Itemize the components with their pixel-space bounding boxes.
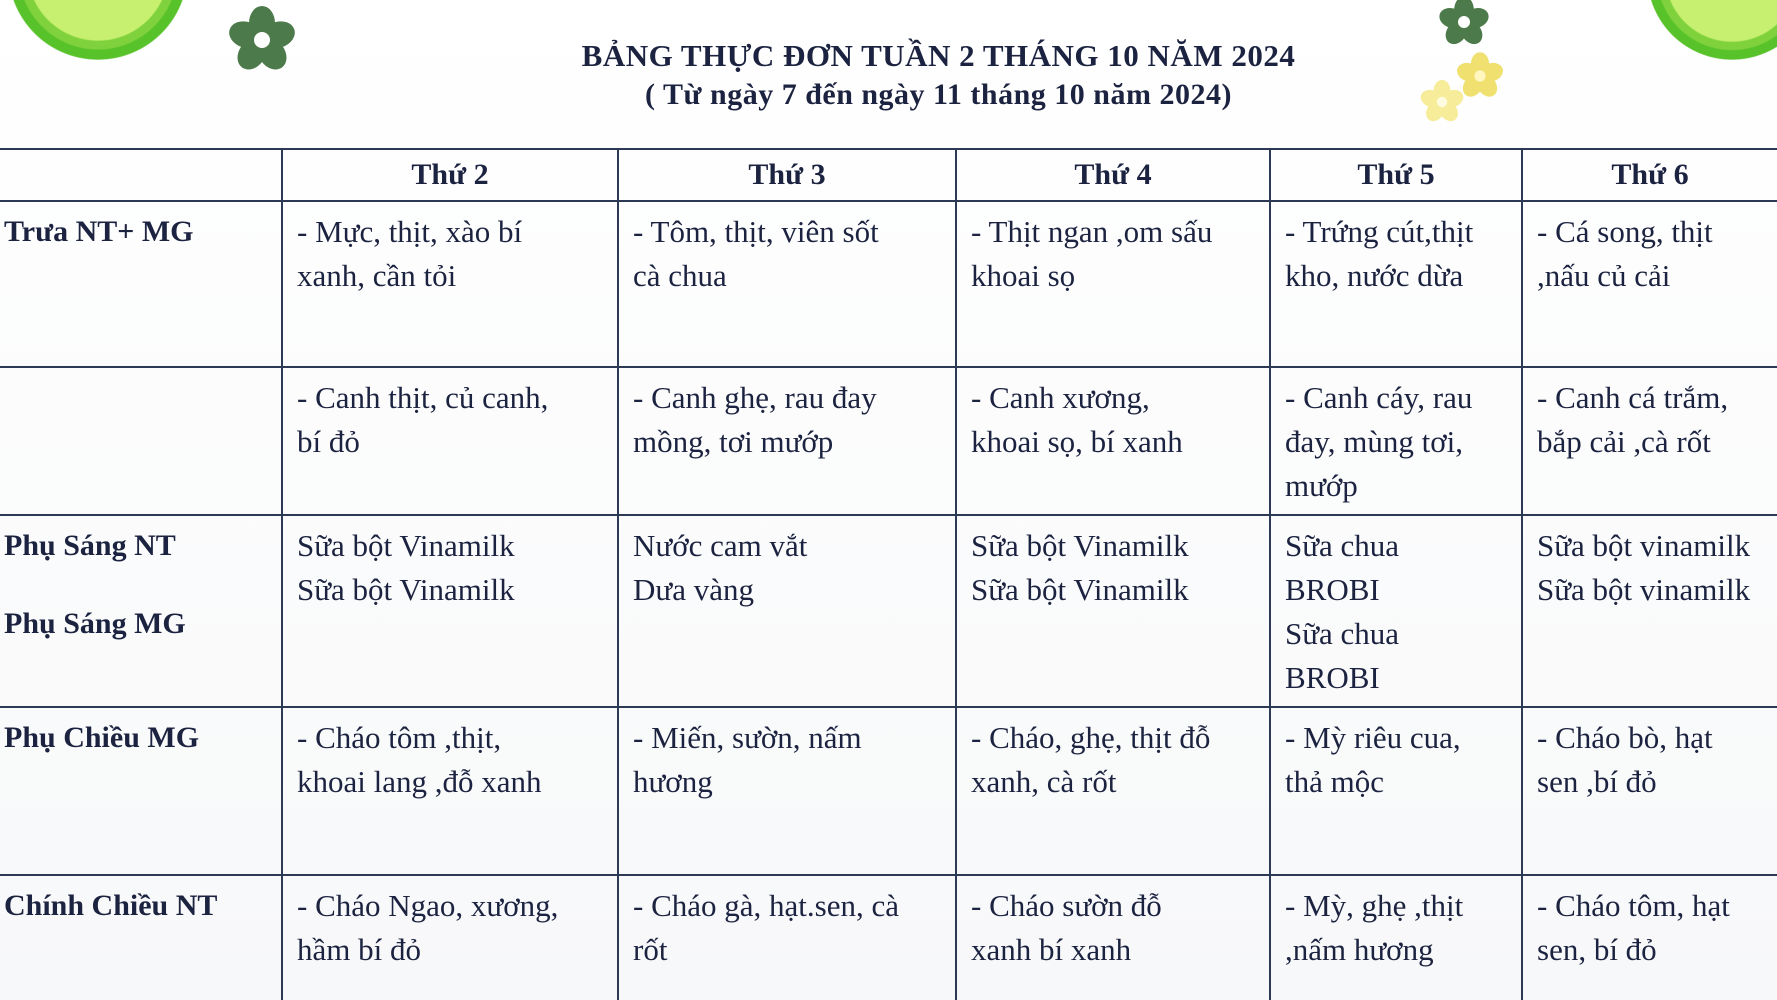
dish-line: hương (633, 764, 713, 799)
table-header-row (0, 149, 1777, 201)
menu-cell (282, 875, 618, 1000)
menu-cell (956, 201, 1270, 367)
dish-line: - Cá song, thịt (1537, 214, 1713, 249)
dish-line: xanh bí xanh (971, 932, 1132, 967)
dish-line: bắp cải ,cà rốt (1537, 424, 1711, 459)
column-header: Thứ 6 (1522, 149, 1777, 201)
row-label (0, 515, 282, 707)
dish-line: mồng, tơi mướp (633, 424, 834, 459)
menu-cell (1270, 875, 1522, 1000)
page-title: BẢNG THỰC ĐƠN TUẦN 2 THÁNG 10 NĂM 2024 (581, 38, 1296, 73)
dish-line: Sữa chua (1285, 616, 1400, 651)
menu-cell (1522, 875, 1777, 1000)
menu-table (0, 148, 1777, 1000)
dish-line: Dưa vàng (633, 572, 754, 607)
dish-line: - Thịt ngan ,om sấu (971, 214, 1213, 249)
row-label-text: Phụ Sáng NT (4, 529, 176, 562)
dish-line: Sữa bột Vinamilk (297, 528, 515, 563)
dish-line: Sữa bột vinamilk (1537, 572, 1751, 607)
menu-cell (1270, 367, 1522, 515)
dish-line: - Canh ghẹ, rau đay (633, 380, 877, 415)
dish-line: - Cháo Ngao, xương, (297, 888, 559, 923)
dish-line: sen, bí đỏ (1537, 932, 1657, 967)
dish-line: sen ,bí đỏ (1537, 764, 1657, 799)
menu-cell (282, 515, 618, 707)
table-row (0, 201, 1777, 367)
dish-line: - Canh cá trắm, (1537, 380, 1729, 415)
table-row (0, 875, 1777, 1000)
dish-line: - Cháo gà, hạt.sen, cà (633, 888, 899, 923)
dish-line: Sữa bột Vinamilk (971, 528, 1189, 563)
table-row (0, 515, 1777, 707)
dish-line: - Cháo sườn đỗ (971, 888, 1162, 923)
dish-line: Sữa bột Vinamilk (971, 572, 1189, 607)
menu-cell (282, 201, 618, 367)
menu-cell (618, 515, 956, 707)
row-label (0, 367, 282, 515)
dish-line: hầm bí đỏ (297, 932, 421, 967)
menu-cell (1270, 515, 1522, 707)
dish-line: khoai sọ, bí xanh (971, 424, 1183, 459)
menu-cell (618, 367, 956, 515)
dish-line: khoai lang ,đỗ xanh (297, 764, 542, 799)
dish-line: - Cháo, ghẹ, thịt đỗ (971, 720, 1211, 755)
dish-line: - Mực, thịt, xào bí (297, 214, 523, 249)
menu-cell (956, 367, 1270, 515)
dish-line: xanh, cần tỏi (297, 258, 457, 293)
menu-cell (282, 707, 618, 875)
menu-cell (1270, 201, 1522, 367)
dish-line: mướp (1285, 468, 1358, 503)
dish-line: - Canh xương, (971, 380, 1150, 415)
row-label (0, 201, 282, 367)
dish-line: - Canh thịt, củ canh, (297, 380, 549, 415)
dish-line: - Canh cáy, rau (1285, 380, 1473, 415)
menu-cell (1522, 707, 1777, 875)
dish-line: - Mỳ, ghẹ ,thịt (1285, 888, 1464, 923)
dish-line: Sữa chua (1285, 528, 1400, 563)
dish-line: Sữa bột Vinamilk (297, 572, 515, 607)
dish-line: cà chua (633, 258, 727, 293)
row-label (0, 707, 282, 875)
dish-line: BROBI (1285, 572, 1380, 607)
dish-line: - Tôm, thịt, viên sốt (633, 214, 879, 249)
dish-line: ,nấm hương (1285, 932, 1434, 967)
dish-line: xanh, cà rốt (971, 764, 1117, 799)
dish-line: đay, mùng tơi, (1285, 424, 1463, 459)
menu-cell (956, 515, 1270, 707)
row-label-text: Chính Chiều NT (4, 889, 218, 922)
dish-line: ,nấu củ cải (1537, 258, 1671, 293)
dish-line: Nước cam vắt (633, 528, 808, 563)
row-label-text: Trưa NT+ MG (4, 215, 194, 248)
menu-cell (956, 875, 1270, 1000)
table-row (0, 707, 1777, 875)
menu-cell (1522, 515, 1777, 707)
dish-line: - Trứng cút,thịt (1285, 214, 1474, 249)
menu-cell (618, 707, 956, 875)
menu-cell (618, 875, 956, 1000)
column-header: Thứ 2 (282, 149, 618, 201)
dish-line: - Cháo tôm, hạt (1537, 888, 1730, 923)
menu-cell (1522, 367, 1777, 515)
dish-line: - Cháo bò, hạt (1537, 720, 1713, 755)
column-header: Thứ 5 (1270, 149, 1522, 201)
column-header (0, 149, 282, 201)
dish-line: khoai sọ (971, 258, 1076, 293)
column-header: Thứ 4 (956, 149, 1270, 201)
dish-line: - Cháo tôm ,thịt, (297, 720, 502, 755)
menu-cell (618, 201, 956, 367)
row-label (0, 875, 282, 1000)
menu-cell (282, 367, 618, 515)
dish-line: Sữa bột vinamilk (1537, 528, 1751, 563)
dish-line: - Mỳ riêu cua, (1285, 720, 1461, 755)
row-label-text: Phụ Chiều MG (4, 721, 200, 754)
dish-line: thả mộc (1285, 764, 1384, 799)
row-label-text: Phụ Sáng MG (4, 607, 186, 640)
dish-line: BROBI (1285, 660, 1380, 695)
dish-line: bí đỏ (297, 424, 360, 459)
page-subtitle: ( Từ ngày 7 đến ngày 11 tháng 10 năm 2024) (645, 78, 1232, 111)
dish-line: - Miến, sườn, nấm (633, 720, 862, 755)
dish-line: kho, nước dừa (1285, 258, 1464, 293)
menu-cell (956, 707, 1270, 875)
column-header: Thứ 3 (618, 149, 956, 201)
menu-cell (1522, 201, 1777, 367)
dish-line: rốt (633, 932, 668, 967)
menu-cell (1270, 707, 1522, 875)
table-row (0, 367, 1777, 515)
